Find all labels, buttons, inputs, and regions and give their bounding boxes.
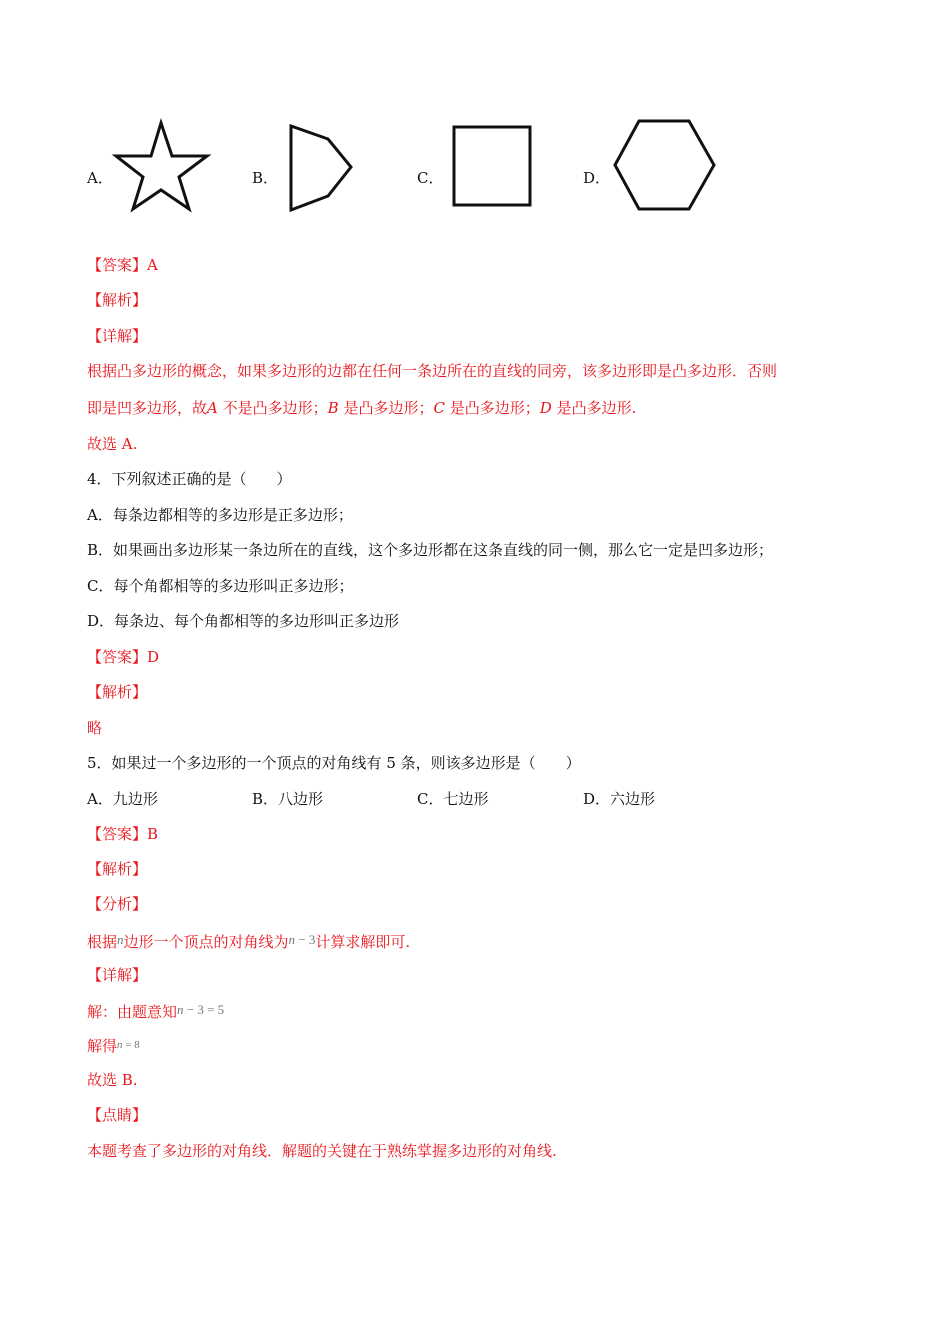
q4-answer: 【答案】D	[87, 648, 160, 666]
q5-detail-tag: 【详解】	[87, 966, 148, 984]
q5-answer: 【答案】B	[87, 825, 159, 843]
q5-fenxi-tag: 【分析】	[87, 895, 148, 913]
q4-option-d: D．每条边、每个角都相等的多边形叫正多边形	[87, 612, 400, 630]
q5-option-b: B．八边形	[252, 790, 324, 808]
q4-option-a: A．每条边都相等的多边形是正多边形；	[87, 506, 353, 524]
q4-stem: 4．下列叙述正确的是（ ）	[87, 470, 292, 488]
q3-choose: 故选 A.	[87, 435, 138, 453]
q5-stem: 5．如果过一个多边形的一个顶点的对角线有 5 条，则该多边形是（ ）	[87, 754, 581, 772]
hexagon-figure	[613, 119, 717, 211]
square-figure	[452, 125, 532, 207]
q5-solution-line-1: 解：由题意知n − 3 = 5	[87, 1002, 225, 1021]
q5-comment-tag: 【点睛】	[87, 1106, 148, 1124]
q3-detail-tag: 【详解】	[87, 327, 148, 345]
pentagon-figure	[288, 124, 354, 214]
q3-analysis-tag: 【解析】	[87, 291, 148, 309]
q5-option-a: A．九边形	[87, 790, 158, 808]
q4-option-c: C．每个角都相等的多边形叫正多边形；	[87, 577, 354, 595]
q4-analysis-tag: 【解析】	[87, 683, 148, 701]
option-a-label: A．	[87, 169, 113, 187]
q5-analysis-tag: 【解析】	[87, 860, 148, 878]
q5-solution-line-2: 解得$^{n = 8}$	[87, 1037, 140, 1055]
q3-explanation-line-2: 即是凹多边形，故A 不是凸多边形；B 是凸多边形；C 是凸多边形；D 是凸多边形.	[87, 399, 637, 417]
option-d-label: D．	[583, 169, 611, 187]
q5-comment: 本题考查了多边形的对角线．解题的关键在于熟练掌握多边形的对角线.	[87, 1142, 557, 1160]
star-figure	[115, 120, 210, 212]
q3-explanation-line-1: 根据凸多边形的概念，如果多边形的边都在任何一条边所在的直线的同旁，该多边形即是凸多边形．否则	[87, 362, 778, 380]
q5-choose: 故选 B.	[87, 1071, 138, 1089]
q4-option-b: B．如果画出多边形某一条边所在的直线，这个多边形都在这条直线的同一侧，那么它一定是凹多边形；	[87, 541, 774, 559]
option-c-label: C．	[417, 169, 444, 187]
q3-answer: 【答案】A	[87, 256, 158, 274]
option-b-label: B．	[252, 169, 279, 187]
q4-brief: 略	[87, 719, 103, 737]
q5-option-c: C．七边形	[417, 790, 489, 808]
q5-option-d: D．六边形	[583, 790, 656, 808]
q5-fenxi-text: 根据n边形一个顶点的对角线为n − 3计算求解即可.	[87, 932, 411, 951]
